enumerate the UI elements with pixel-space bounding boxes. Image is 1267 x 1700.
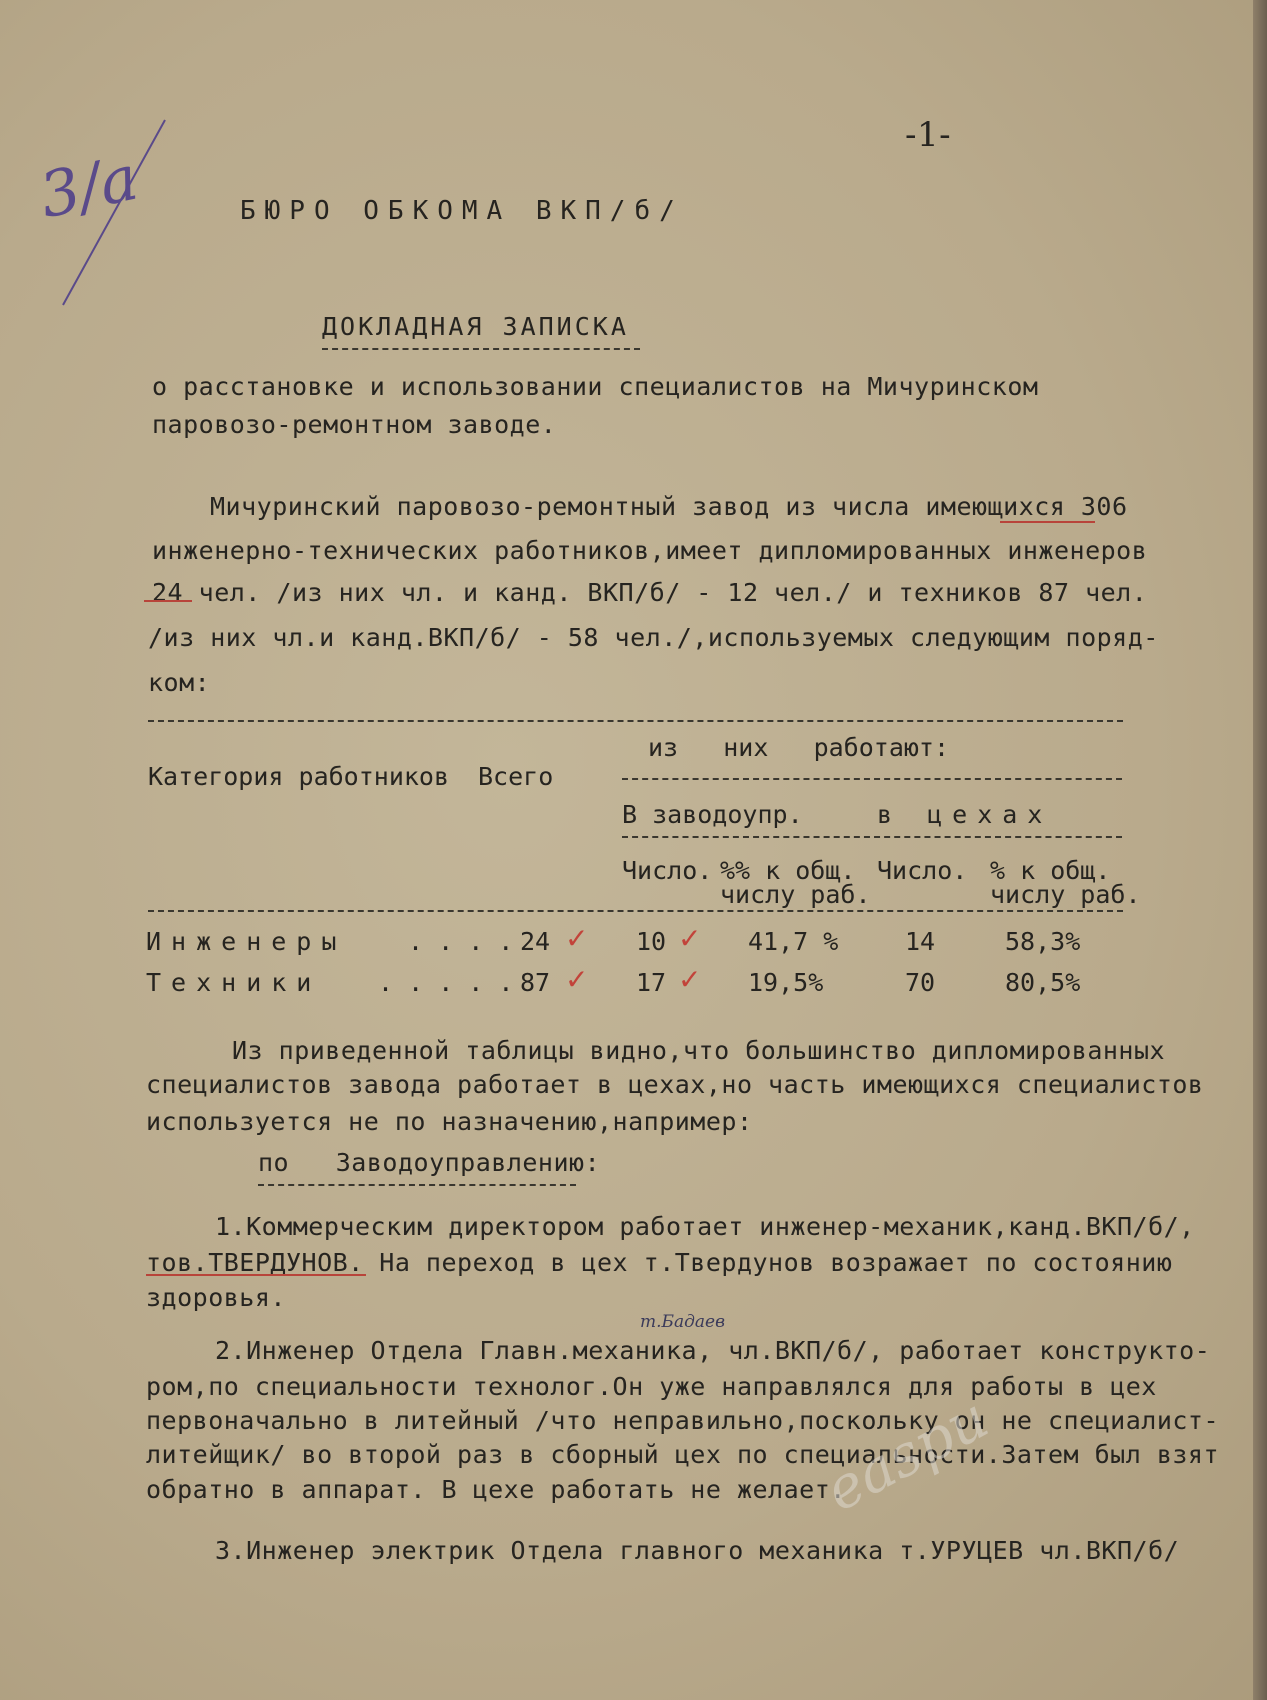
- table-row-category: Инженеры: [146, 927, 347, 956]
- sub-number-1: Число.: [622, 856, 713, 885]
- page-number: -1-: [905, 115, 952, 155]
- item-1-line-3: здоровья.: [146, 1283, 286, 1312]
- item-2-line-4: литейщик/ во второй раз в сборный цех по специальности.Затем был взят: [146, 1440, 1220, 1469]
- underline-name: [146, 1274, 366, 1276]
- item-1-line-2: тов.ТВЕРДУНОВ. На переход в цех т.Твердунов возражает по состоянию: [146, 1248, 1173, 1277]
- underline-24: [144, 600, 192, 602]
- check-mark-icon: ✓: [565, 963, 589, 996]
- item-1-line-1: 1.Коммерческим директором работает инженер-механик,канд.ВКП/б/,: [215, 1212, 1195, 1241]
- check-mark-icon: ✓: [678, 963, 702, 996]
- table-row-dots: . . . .: [408, 927, 514, 956]
- intro-line-4: /из них чл.и канд.ВКП/б/ - 58 чел./,используемых следующим поряд-: [148, 623, 1159, 652]
- addressee: БЮРО ОБКОМА ВКП/б/: [240, 196, 684, 226]
- handwritten-note: т.Бадаев: [640, 1312, 726, 1332]
- item-2-line-1: 2.Инженер Отдела Главн.механика, чл.ВКП/б/, работает конструкто-: [215, 1336, 1211, 1365]
- sub-number-2: Число.: [877, 856, 968, 885]
- table-top-rule: [148, 720, 1123, 722]
- table-rule-4: [148, 910, 1123, 912]
- sub-pct-2b: числу раб.: [990, 880, 1141, 909]
- subject-line-1: о расстановке и использовании специалистов на Мичуринском: [152, 372, 1039, 401]
- watermark: easpu: [814, 1383, 999, 1525]
- table-rule-3: [622, 836, 1122, 838]
- table-row-mgmt-pct: 19,5%: [748, 968, 824, 997]
- table-row-category: Техники: [146, 968, 322, 997]
- col-of-them: из них работают:: [648, 733, 950, 762]
- conclusion-line-2: специалистов завода работает в цехах,но часть имеющихся специалистов: [146, 1070, 1204, 1099]
- subject-line-2: паровозо-ремонтном заводе.: [152, 410, 557, 439]
- section-heading: по Заводоуправлению:: [258, 1148, 601, 1177]
- check-mark-icon: ✓: [565, 922, 589, 955]
- table-row-shop-num: 70: [905, 968, 936, 997]
- item-2-line-5: обратно в аппарат. В цехе работать не желает.: [146, 1475, 846, 1504]
- col-plant-mgmt: В заводоупр.: [622, 800, 803, 829]
- sub-pct-2a: % к общ.: [990, 856, 1111, 885]
- conclusion-line-1: Из приведенной таблицы видно,что большинство дипломированных: [232, 1036, 1166, 1065]
- table-row-shop-num: 14: [905, 927, 936, 956]
- paper-edge: [1253, 0, 1267, 1700]
- sub-pct-1b: числу раб.: [720, 880, 871, 909]
- section-underline: [258, 1184, 576, 1186]
- handwritten-slash-icon: [55, 110, 175, 310]
- handwritten-mark: 3/a: [33, 140, 144, 233]
- conclusion-line-3: используется не по назначению,например:: [146, 1107, 753, 1136]
- table-row-mgmt-num: 17: [636, 968, 667, 997]
- intro-line-1: Мичуринский паровозо-ремонтный завод из числа имеющихся 306: [210, 492, 1128, 521]
- item-3-line-1: 3.Инженер электрик Отдела главного механика т.УРУЦЕВ чл.ВКП/б/: [215, 1536, 1180, 1565]
- table-row-total: 87: [520, 968, 551, 997]
- table-row-total: 24: [520, 927, 551, 956]
- item-2-line-2: ром,по специальности технолог.Он уже направлялся для работы в цех: [146, 1372, 1157, 1401]
- intro-line-3: 24 чел. /из них чл. и канд. ВКП/б/ - 12 чел./ и техников 87 чел.: [152, 578, 1148, 607]
- col-shops: в цехах: [877, 800, 1053, 829]
- table-row-shop-pct: 58,3%: [1005, 927, 1081, 956]
- doc-type-underline: [322, 348, 640, 350]
- col-total: Всего: [478, 762, 554, 791]
- table-row-mgmt-num: 10: [636, 927, 667, 956]
- intro-line-2: инженерно-технических работников,имеет дипломированных инженеров: [152, 536, 1148, 565]
- table-rule-2: [622, 778, 1122, 780]
- item-2-line-3: первоначально в литейный /что неправильно,поскольку он не специалист-: [146, 1406, 1220, 1435]
- underline-306: [1000, 521, 1095, 523]
- col-category: Категория работников: [148, 762, 450, 791]
- table-row-shop-pct: 80,5%: [1005, 968, 1081, 997]
- doc-type: ДОКЛАДНАЯ ЗАПИСКА: [322, 312, 629, 341]
- table-row-mgmt-pct: 41,7 %: [748, 927, 839, 956]
- sub-pct-1a: %% к общ.: [720, 856, 856, 885]
- table-row-dots: . . . . .: [378, 968, 514, 997]
- intro-line-5: ком:: [148, 668, 211, 697]
- check-mark-icon: ✓: [678, 922, 702, 955]
